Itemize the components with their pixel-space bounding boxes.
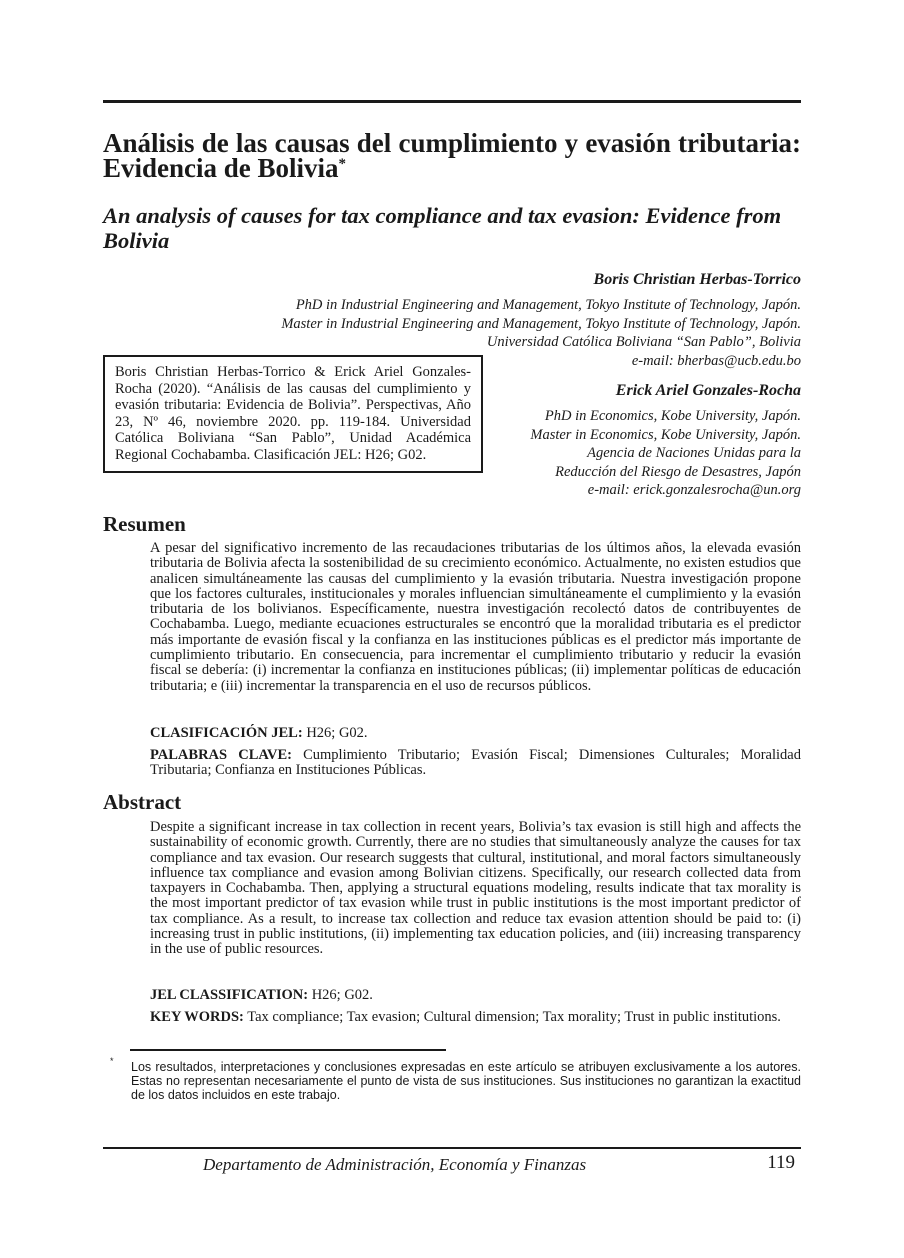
- bottom-rule: [103, 1147, 801, 1149]
- resumen-heading: Resumen: [103, 512, 186, 536]
- author-name: Boris Christian Herbas-Torrico: [593, 271, 801, 288]
- jel-classification-en: [150, 988, 801, 1003]
- author-affiliation: PhD in Industrial Engineering and Management, Tokyo Institute of Technology, Japón.: [295, 297, 801, 313]
- resumen-body: A pesar del significativo incremento de las recaudaciones tributarias de los últimos años, la elevada evasión tributaria de Bolivia afecta la sostenibilidad de su crecimiento económico. Actualmente, no existen estudios que analicen simultáneamente las causas del cumplimiento y la evasión tributaria. Nuestra investigación propone que los factores culturales, institucionales y morales influencian simultáneamente el cumplimiento y la evasión tributaria de los bolivianos. Específicamente, nuestra investigación recolectó datos de contribuyentes de Cochabamba. Luego, mediante ecuaciones estructurales se encontró que la moralidad tributaria es el predictor más importante de evasión fiscal y la confianza en las instituciones públicas es el predictor más importante de cumplimiento tributario. En consecuencia, para incrementar el cumplimiento tributario y reducir la evasión fiscal se debería: (i) incrementar la confianza en instituciones públicas; (ii) implementar políticas de educación tributaria; e (iii) incrementar la transparencia en el uso de recursos públicos.: [150, 540, 801, 694]
- author-email: e-mail: bherbas@ucb.edu.bo: [631, 352, 801, 369]
- article-title: [103, 128, 801, 183]
- jel-label: JEL CLASSIFICATION:: [150, 987, 309, 1003]
- keywords-en: [150, 1010, 801, 1025]
- author-affiliation: Universidad Católica Boliviana “San Pablo”, Bolivia: [486, 334, 801, 350]
- top-rule: [103, 100, 801, 103]
- keywords-es: [150, 748, 801, 779]
- running-footer: Departamento de Administración, Economía y Finanzas: [203, 1155, 587, 1174]
- jel-classification-es: [150, 726, 801, 741]
- footnote-rule: [130, 1049, 446, 1051]
- author-affiliation: Reducción del Riesgo de Desastres, Japón: [555, 463, 801, 480]
- keywords-value: Tax compliance; Tax evasion; Cultural dimension; Tax morality; Trust in public institutions.: [243, 1009, 781, 1025]
- citation-box: Boris Christian Herbas-Torrico & Erick Ariel Gonzales-Rocha (2020). “Análisis de las causas del cumplimiento y evasión tributaria: Evidencia de Bolivia”. Perspectivas, Año 23, Nº 46, noviembre 2020. pp. 119-184. Universidad Católica Boliviana “San Pablo”, Unidad Académica Regional Cochabamba. Clasificación JEL: H26; G02.: [103, 355, 483, 473]
- author-affiliation: Agencia de Naciones Unidas para la: [587, 445, 801, 461]
- jel-value: H26; G02.: [302, 725, 368, 741]
- title-footnote-marker[interactable]: *: [338, 156, 347, 172]
- author-affiliation: Master in Economics, Kobe University, Japón.: [530, 426, 801, 443]
- author-affiliation: Master in Industrial Engineering and Management, Tokyo Institute of Technology, Japón.: [281, 315, 801, 332]
- abstract-body: Despite a significant increase in tax collection in recent years, Bolivia’s tax evasion is still high and affects the sustainability of economic growth. Currently, there are no studies that simultaneously analyze the causes for tax compliance and tax evasion. Our research suggests that cultural, institutional, and moral factors simultaneously influence tax compliance and evasion among Bolivian citizens. Specifically, our research collected data from taxpayers in Cochabamba. Then, applying a structural equations modeling, results indicate that tax morality is the most important predictor of tax evasion while trust in public institutions is the most important predictor of tax compliance. As a result, to increase tax collection and reduce tax evasion attention should be paid to: (i) increasing trust in public institutions, (ii) implementing tax education policies, and (iii) increasing transparency in the use of public resources.: [150, 819, 801, 958]
- article-title-text: Análisis de las causas del cumplimiento y evasión tributaria: Evidencia de Bolivia: [103, 128, 801, 183]
- author-name: Erick Ariel Gonzales-Rocha: [615, 382, 801, 399]
- abstract-heading: Abstract: [103, 790, 182, 814]
- author-email: e-mail: erick.gonzalesrocha@un.org: [587, 482, 801, 498]
- author-block-2: [470, 381, 801, 500]
- author-affiliation: PhD in Economics, Kobe University, Japón.: [544, 408, 801, 424]
- keywords-label: PALABRAS CLAVE:: [150, 747, 292, 763]
- page-number: 119: [767, 1152, 795, 1173]
- jel-label: CLASIFICACIÓN JEL:: [150, 725, 303, 741]
- keywords-value: Cumplimiento Tributario; Evasión Fiscal; Dimensiones Culturales; Moralidad Tributaria; Confianza en Instituciones Públicas.: [150, 747, 801, 779]
- jel-value: H26; G02.: [308, 987, 373, 1003]
- english-title: An analysis of causes for tax compliance and tax evasion: Evidence from Bolivia: [103, 203, 782, 253]
- footnote-text: Los resultados, interpretaciones y conclusiones expresadas en este artículo se atribuyen exclusivamente a los autores. Estas no representan necesariamente el punto de vista de sus instituciones. Sus instituciones no garantizan la exactitud de los datos incluidos en este trabajo.: [131, 1060, 801, 1102]
- footnote-marker: *: [110, 1056, 114, 1066]
- keywords-label: KEY WORDS:: [150, 1009, 244, 1025]
